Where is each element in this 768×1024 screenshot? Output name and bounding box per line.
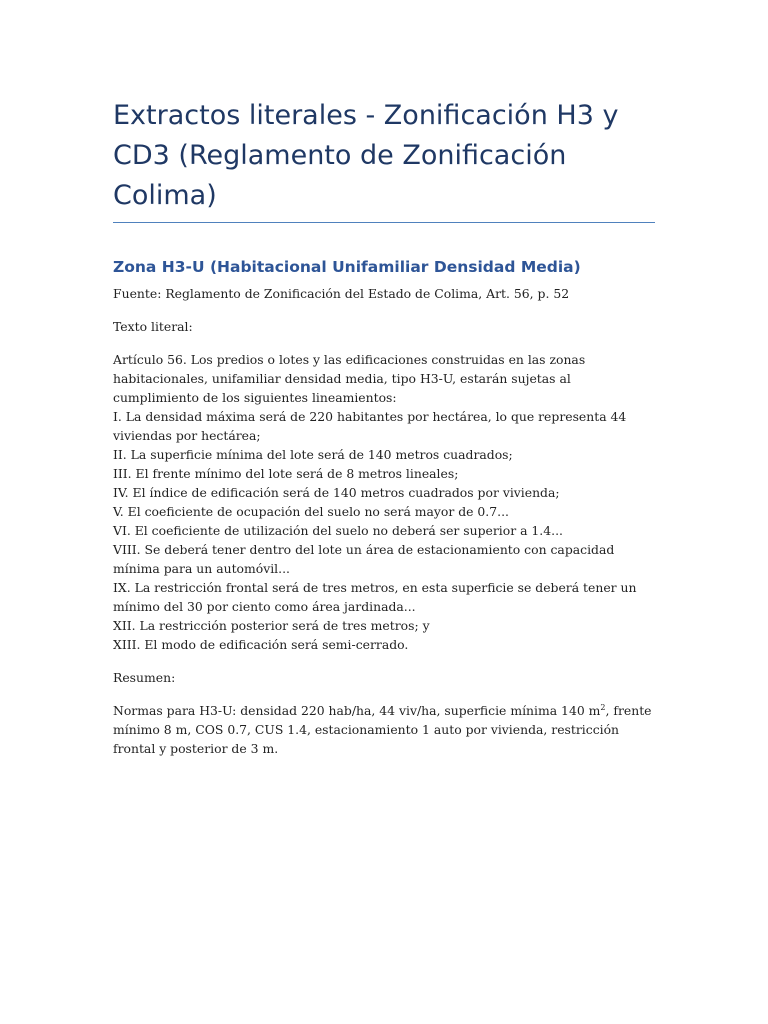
document-page (113, 96, 655, 758)
article-text (113, 350, 655, 654)
article-item: I. La densidad máxima será de 220 habitantes por hectárea, lo que representa 44 viviendas por hectárea; (113, 409, 627, 443)
article-item: VI. El coeficiente de utilización del suelo no deberá ser superior a 1.4... (113, 523, 563, 538)
article-item: XIII. El modo de edificación será semi-cerrado. (113, 637, 409, 652)
article-item: IV. El índice de edificación será de 140 metros cuadrados por vivienda; (113, 485, 560, 500)
source-citation: Fuente: Reglamento de Zonificación del Estado de Colima, Art. 56, p. 52 (113, 286, 570, 301)
document-title: Extractos literales - Zonificación H3 y CD3 (Reglamento de Zonificación Colima) (113, 96, 655, 223)
article-item: III. El frente mínimo del lote será de 8 metros lineales; (113, 466, 459, 481)
summary-text (113, 701, 655, 758)
literal-text-label: Texto literal: (113, 319, 193, 334)
article-item: II. La superficie mínima del lote será de 140 metros cuadrados; (113, 447, 513, 462)
summary-text-part: , frente mínimo 8 m, COS 0.7, CUS 1.4, estacionamiento 1 auto por vivienda, restricción frontal y posterior de 3 m. (113, 703, 652, 756)
superscript-exponent: 2 (600, 702, 606, 712)
article-intro: Artículo 56. Los predios o lotes y las edificaciones construidas en las zonas habitacionales, unifamiliar densidad media, tipo H3-U, estarán sujetas al cumplimiento de los siguientes lineamientos: (113, 352, 586, 405)
summary-text-part: Normas para H3-U: densidad 220 hab/ha, 44 viv/ha, superficie mínima 140 m (113, 703, 601, 718)
article-item: VIII. Se deberá tener dentro del lote un área de estacionamiento con capacidad mínima para un automóvil... (113, 542, 615, 576)
section-heading: Zona H3-U (Habitacional Unifamiliar Densidad Media) (113, 258, 581, 276)
summary-label: Resumen: (113, 670, 176, 685)
article-item: V. El coeficiente de ocupación del suelo no será mayor de 0.7... (113, 504, 509, 519)
article-item: IX. La restricción frontal será de tres metros, en esta superficie se deberá tener un mínimo del 30 por ciento como área jardinada... (113, 580, 637, 614)
article-item: XII. La restricción posterior será de tres metros; y (113, 618, 430, 633)
